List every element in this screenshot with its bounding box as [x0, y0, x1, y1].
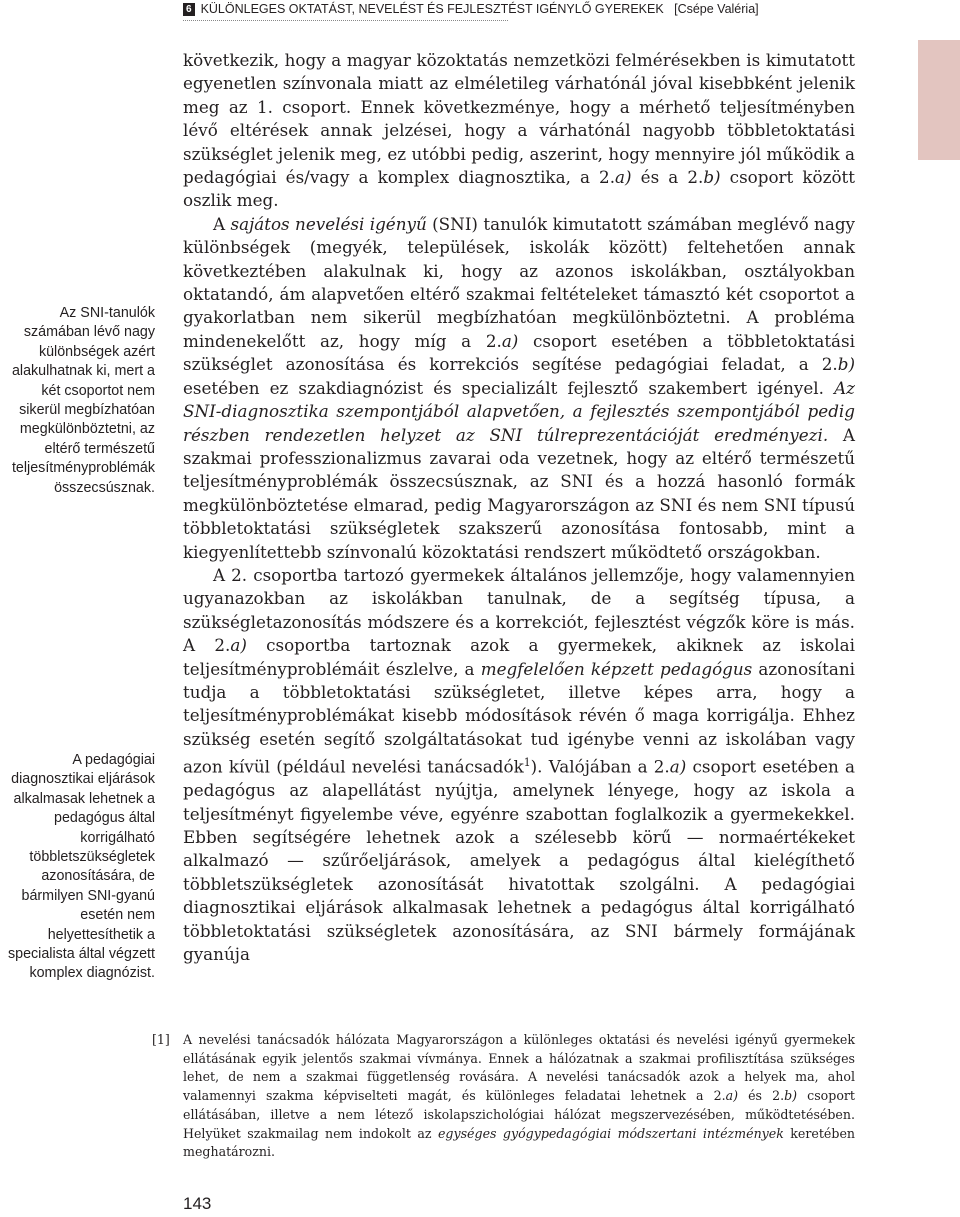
paragraph-3-segment: a) [230, 635, 247, 656]
paragraph-3-segment: A 2. csoportba tartozó gyermekek általános jellemzője, hogy valamennyien ugyanazokban az iskolákban tanulnak, de a segítség típusa, a szükségletazonosítás módszere és a korrekciót, fejlesztést végzők köre is más. A 2. [183, 564, 855, 656]
margin-note-1: Az SNI-tanulók számában lévő nagy különbségek azért alakulhatnak ki, mert a két csoportot nem sikerül megbízhatóan megkülönböztetni, az eltérő természetű teljesítményproblémák összecsúsznak. [11, 305, 155, 496]
paragraph-1-segment: a) [615, 167, 632, 188]
paragraph-1 [183, 49, 855, 213]
running-header [183, 2, 783, 16]
footnote-segment: keretében meghatározni. [183, 1125, 856, 1160]
paragraph-2-segment: A szakmai professzionalizmus zavarai oda vezetnek, hogy az eltérő természetű teljesítményproblémák összecsúsznak, az SNI és a hozzá hasonló formák megkülönböztetése elmarad, pedig Magyarországon az SNI és nem SNI típusú többletoktatási szükségletek szakszerű azonosítása fontosabb, mint a kiegyenlítettebb színvonalú közoktatási rendszert működtető országokban. [183, 424, 856, 562]
footnote-segment: b) [784, 1088, 798, 1104]
footnote-text [183, 1031, 855, 1162]
paragraph-2-segment: esetében ez szakdiagnózist és specializált fejlesztő szakembert igényel. [183, 377, 835, 398]
chapter-number-badge: 6 [183, 3, 195, 16]
chapter-color-tab [918, 40, 960, 160]
paragraph-1-segment: csoport között oszlik meg. [183, 167, 855, 211]
paragraph-1-segment: és a 2. [631, 167, 704, 188]
footnote [152, 1031, 855, 1162]
footnote-segment: a) [725, 1088, 739, 1104]
paragraph-2 [183, 213, 855, 564]
header-divider [183, 20, 508, 21]
paragraph-2-segment: (SNI) tanulók kimutatott számában meglévő nagy különbségek (megyék, települések, iskolák között) feltehetően annak következtében alakulnak ki, hogy az azonos iskolákban, osztályokban oktatandó, ám alapvetően eltérő szakmai feltételeket támasztó két csoportot a gyakorlatban nem sikerül megbízhatóan megkülönböztetni. A probléma mindenekelőtt az, hogy míg a 2. [183, 213, 856, 351]
paragraph-2-segment: csoport esetében a többletoktatási szükséglet azonosítása és korrekciós segítése pedagógiai feladat, a 2. [183, 330, 855, 375]
paragraph-3-segment: csoportba tartoznak azok a gyermekek, akiknek az iskolai teljesítményproblémáit észlelve, a [183, 635, 856, 679]
paragraph-3-segment: a) [669, 756, 687, 777]
paragraph-3-segment: 1 [523, 756, 531, 770]
footnote-segment: egységes gyógypedagógiai módszertani intézmények [437, 1125, 784, 1141]
paragraph-3-segment: ). Valójában a 2. [530, 756, 670, 777]
main-text [183, 49, 855, 966]
margin-note-2: A pedagógiai diagnosztikai eljárások alkalmasak lehetnek a pedagógus által korrigálható többletszükségletek azonosítására, de bármilyen SNI-gyanú esetén nem helyettesíthetik a specialista által végzett komplex diagnózist. [7, 752, 155, 982]
paragraph-3-segment: azonosítani tudja a többletoktatási szükségletet, illetve képes arra, hogy a teljesítményproblémákat kisebb módosítások révén ő maga korrigálja. Ehhez szükség esetén segítő szolgáltatásokat tud igénybe venni az iskolában vagy azon kívül (például nevelési tanácsadók [183, 658, 855, 777]
footnote-segment: és 2. [738, 1088, 785, 1104]
paragraph-2-segment: A [213, 213, 231, 234]
paragraph-1-segment: következik, hogy a magyar közoktatás nemzetközi felmérésekben is kimutatott egyenetlen színvonala miatt az elméletileg várhatónál jóval kisebbként jelenik meg az 1. csoport. Ennek következménye, hogy a mérhető teljesítményben lévő eltérések annak jelzései, hogy a várhatónál nagyobb többletoktatási szükséglet jelenik meg, ez utóbbi pedig, aszerint, hogy mennyire jól működik a pedagógiai és/vagy a komplex diagnosztika, a 2. [183, 50, 855, 188]
footnote-segment: A nevelési tanácsadók hálózata Magyarországon a különleges oktatási és nevelési igényű gyermekek ellátásának egyik jelentős szakmai vívmánya. Ennek a hálózatnak a szakmai profilisztítása szükséges lehet, de nem a szakmai függetlenség rovására. A nevelési tanácsadók azok a helyek ma, ahol valamennyi szakma képviselteti magát, és különleges feladatai lehetnek a 2. [183, 1032, 855, 1104]
paragraph-2-segment: Az SNI-diagnosztika szempontjából alapvetően, a fejlesztés szempontjából pedig részben rendezetlen helyzet az SNI túlreprezentációját eredményezi. [183, 377, 855, 445]
footnote-segment: csoport ellátásában, illetve a nem létező iskolapszichológiai hálózat megszervezésében, működtetésében. Helyüket szakmailag nem indokolt az [183, 1088, 855, 1141]
paragraph-3-segment: csoport esetében a pedagógus az alapellátást nyújtja, amelynek lényege, hogy az iskola a teljesítményt figyelembe véve, egyénre szabottan foglalkozik a gyermekekkel. Ebben segítségére lehetnek azok a szélesebb körű — normaértékeket alkalmazó — szűrőeljárások, amelyek a pedagógus által kielégíthető többletszükségletek azonosítását hivatottak szolgálni. A pedagógiai diagnosztikai eljárások alkalmasak lehetnek a pedagógus által korrigálható többletoktatási szükségletek azonosítására, az SNI bármely formájának gyanúja [183, 756, 855, 965]
author-name: [Csépe Valéria] [674, 2, 759, 16]
chapter-title: KÜLÖNLEGES OKTATÁST, NEVELÉST ÉS FEJLESZTÉST IGÉNYLŐ GYEREKEK [200, 2, 664, 16]
page-number: 143 [183, 1194, 212, 1213]
paragraph-2-segment: b) [837, 354, 855, 375]
paragraph-2-segment: a) [501, 330, 519, 351]
paragraph-2-segment: sajátos nevelési igényű [230, 213, 427, 234]
paragraph-3 [183, 564, 855, 966]
paragraph-3-segment: megfelelően képzett pedagógus [480, 658, 753, 679]
paragraph-1-segment: b) [703, 167, 721, 188]
footnote-marker: [1] [152, 1032, 170, 1047]
